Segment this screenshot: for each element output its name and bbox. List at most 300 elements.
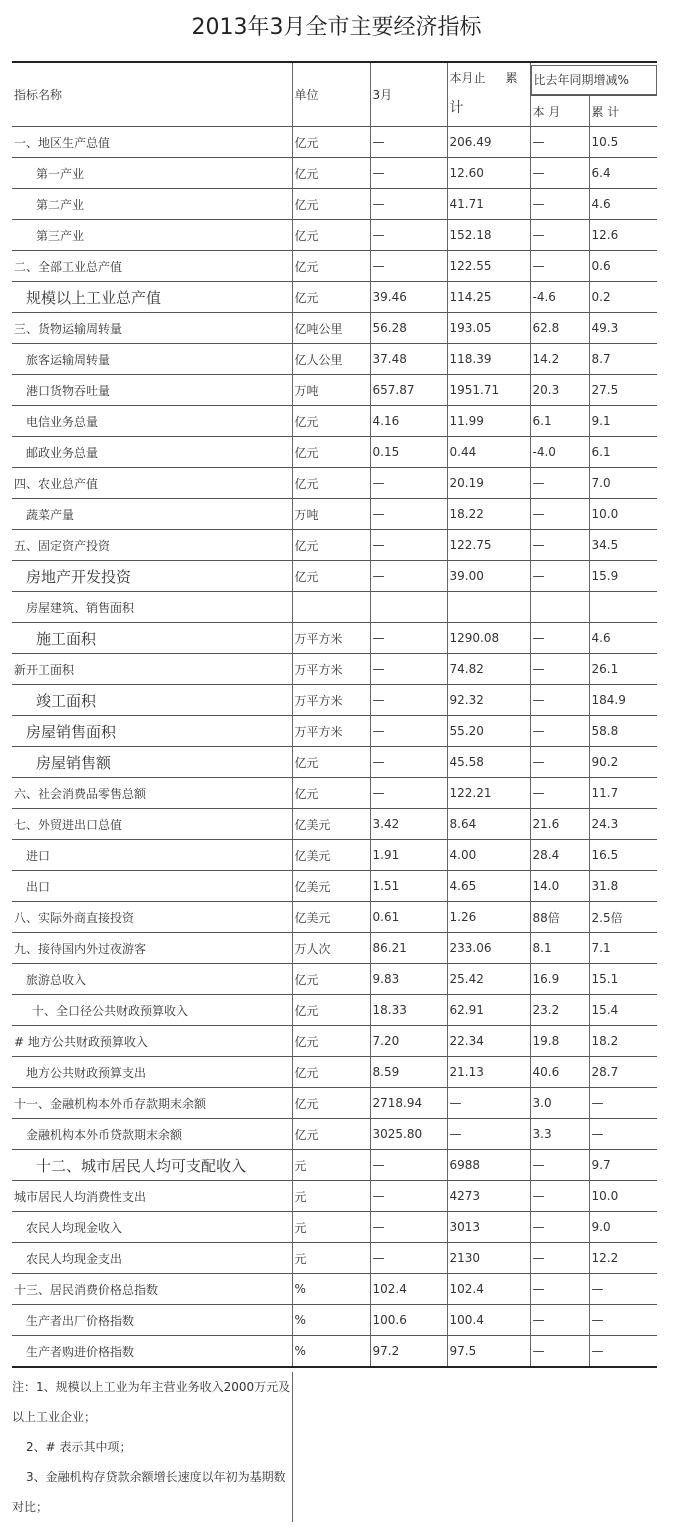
growth-cumulative: 15.1 xyxy=(589,964,657,995)
growth-cumulative: 49.3 xyxy=(589,313,657,344)
table-row xyxy=(12,716,657,747)
indicator-name: 新开工面积 xyxy=(12,654,292,685)
month-value: 7.20 xyxy=(370,1026,447,1057)
month-value: 0.61 xyxy=(370,902,447,933)
unit: 亿元 xyxy=(292,530,370,561)
unit: 元 xyxy=(292,1150,370,1181)
unit: 亿元 xyxy=(292,282,370,313)
table-row xyxy=(12,1305,657,1336)
growth-month: 14.0 xyxy=(530,871,589,902)
indicator-name: 出口 xyxy=(12,871,292,902)
cumulative-value: 8.64 xyxy=(447,809,530,840)
header-unit: 单位 xyxy=(292,62,370,127)
growth-month: 40.6 xyxy=(530,1057,589,1088)
growth-month: — xyxy=(530,1336,589,1368)
table-row xyxy=(12,282,657,313)
cumulative-value: 18.22 xyxy=(447,499,530,530)
month-value: — xyxy=(370,220,447,251)
unit xyxy=(292,592,370,623)
month-value: — xyxy=(370,716,447,747)
growth-month: 21.6 xyxy=(530,809,589,840)
cumulative-value: 2130 xyxy=(447,1243,530,1274)
indicator-name: 房屋销售面积 xyxy=(12,716,292,747)
unit: % xyxy=(292,1336,370,1368)
growth-cumulative: 12.2 xyxy=(589,1243,657,1274)
indicator-name: 生产者出厂价格指数 xyxy=(12,1305,292,1336)
growth-month: — xyxy=(530,1274,589,1305)
table-row xyxy=(12,158,657,189)
unit: 元 xyxy=(292,1243,370,1274)
note-line: 3、金融机构存贷款余额增长速度以年初为基期数 xyxy=(26,1470,286,1484)
growth-month: — xyxy=(530,778,589,809)
header-cumulative-b: 累 xyxy=(505,71,518,85)
growth-cumulative: 0.2 xyxy=(589,282,657,313)
indicator-name: 十一、金融机构本外币存款期末余额 xyxy=(12,1088,292,1119)
growth-cumulative: 4.6 xyxy=(589,189,657,220)
table-row xyxy=(12,933,657,964)
indicator-name: 生产者购进价格指数 xyxy=(12,1336,292,1368)
cumulative-value: 122.21 xyxy=(447,778,530,809)
cumulative-value: 114.25 xyxy=(447,282,530,313)
unit: 亿吨公里 xyxy=(292,313,370,344)
cumulative-value: 25.42 xyxy=(447,964,530,995)
indicator-name: 施工面积 xyxy=(12,623,292,654)
growth-cumulative: — xyxy=(589,1119,657,1150)
unit: 亿元 xyxy=(292,995,370,1026)
indicator-name: 四、农业总产值 xyxy=(12,468,292,499)
growth-month: 88倍 xyxy=(530,902,589,933)
indicator-name: 房屋销售额 xyxy=(12,747,292,778)
header-month: 3月 xyxy=(370,62,447,127)
growth-cumulative: 34.5 xyxy=(589,530,657,561)
growth-cumulative: 7.1 xyxy=(589,933,657,964)
table-row xyxy=(12,406,657,437)
cumulative-value: 6988 xyxy=(447,1150,530,1181)
cumulative-value: 62.91 xyxy=(447,995,530,1026)
growth-cumulative: — xyxy=(589,1088,657,1119)
growth-cumulative: 31.8 xyxy=(589,871,657,902)
month-value: 86.21 xyxy=(370,933,447,964)
cumulative-value: 21.13 xyxy=(447,1057,530,1088)
indicator-name: 房屋建筑、销售面积 xyxy=(12,592,292,623)
indicator-name: 九、接待国内外过夜游客 xyxy=(12,933,292,964)
cumulative-value: 1.26 xyxy=(447,902,530,933)
growth-cumulative: 6.4 xyxy=(589,158,657,189)
indicator-name: 一、地区生产总值 xyxy=(12,127,292,158)
growth-cumulative: 15.4 xyxy=(589,995,657,1026)
indicator-name: # 地方公共财政预算收入 xyxy=(12,1026,292,1057)
growth-cumulative: 11.7 xyxy=(589,778,657,809)
table-row xyxy=(12,1243,657,1274)
unit: 元 xyxy=(292,1181,370,1212)
growth-cumulative: — xyxy=(589,1336,657,1368)
indicator-name: 第一产业 xyxy=(12,158,292,189)
growth-month: — xyxy=(530,623,589,654)
unit: 亿元 xyxy=(292,1026,370,1057)
growth-month: 3.3 xyxy=(530,1119,589,1150)
unit: 元 xyxy=(292,1212,370,1243)
table-row xyxy=(12,344,657,375)
unit: 万平方米 xyxy=(292,654,370,685)
cumulative-value: 4.65 xyxy=(447,871,530,902)
cumulative-value: 1290.08 xyxy=(447,623,530,654)
growth-month: 23.2 xyxy=(530,995,589,1026)
table-row xyxy=(12,1274,657,1305)
month-value: 0.15 xyxy=(370,437,447,468)
growth-month: — xyxy=(530,220,589,251)
month-value: 56.28 xyxy=(370,313,447,344)
indicator-name: 房地产开发投资 xyxy=(12,561,292,592)
unit: 亿元 xyxy=(292,251,370,282)
month-value: 8.59 xyxy=(370,1057,447,1088)
footnotes xyxy=(12,1372,293,1522)
growth-cumulative: 12.6 xyxy=(589,220,657,251)
growth-month: — xyxy=(530,716,589,747)
indicator-name: 电信业务总量 xyxy=(12,406,292,437)
table-row xyxy=(12,127,657,158)
growth-cumulative: 9.0 xyxy=(589,1212,657,1243)
growth-cumulative: 90.2 xyxy=(589,747,657,778)
cumulative-value: 11.99 xyxy=(447,406,530,437)
indicator-name: 十二、城市居民人均可支配收入 xyxy=(12,1150,292,1181)
unit: 亿元 xyxy=(292,561,370,592)
growth-month: -4.0 xyxy=(530,437,589,468)
note-line: 2、# 表示其中项； xyxy=(26,1440,132,1454)
growth-month: 19.8 xyxy=(530,1026,589,1057)
growth-month: — xyxy=(530,1150,589,1181)
growth-month: -4.6 xyxy=(530,282,589,313)
growth-month: 20.3 xyxy=(530,375,589,406)
table-row xyxy=(12,995,657,1026)
cumulative-value: 118.39 xyxy=(447,344,530,375)
cumulative-value: 4273 xyxy=(447,1181,530,1212)
growth-month: 62.8 xyxy=(530,313,589,344)
indicator-name: 十、全口径公共财政预算收入 xyxy=(12,995,292,1026)
unit: 亿元 xyxy=(292,778,370,809)
growth-month: 28.4 xyxy=(530,840,589,871)
indicator-name: 第二产业 xyxy=(12,189,292,220)
cumulative-value: 20.19 xyxy=(447,468,530,499)
growth-month: 3.0 xyxy=(530,1088,589,1119)
month-value: 97.2 xyxy=(370,1336,447,1368)
month-value: — xyxy=(370,127,447,158)
table-row xyxy=(12,871,657,902)
header-growth-month: 本 月 xyxy=(530,96,589,127)
page-title: 2013年3月全市主要经济指标 xyxy=(191,15,482,40)
cumulative-value: 74.82 xyxy=(447,654,530,685)
growth-month: — xyxy=(530,1212,589,1243)
unit: 亿人公里 xyxy=(292,344,370,375)
month-value: 39.46 xyxy=(370,282,447,313)
unit: 亿元 xyxy=(292,127,370,158)
cumulative-value: 4.00 xyxy=(447,840,530,871)
month-value: — xyxy=(370,778,447,809)
month-value: — xyxy=(370,561,447,592)
cumulative-value: — xyxy=(447,1119,530,1150)
table-row xyxy=(12,840,657,871)
unit: 亿元 xyxy=(292,1057,370,1088)
indicator-name: 进口 xyxy=(12,840,292,871)
month-value: 102.4 xyxy=(370,1274,447,1305)
growth-cumulative xyxy=(589,592,657,623)
unit: % xyxy=(292,1274,370,1305)
growth-cumulative: 24.3 xyxy=(589,809,657,840)
unit: % xyxy=(292,1305,370,1336)
table-row xyxy=(12,1026,657,1057)
note-line: 对比； xyxy=(12,1500,49,1514)
table-row xyxy=(12,592,657,623)
growth-cumulative: 8.7 xyxy=(589,344,657,375)
growth-month: — xyxy=(530,561,589,592)
header-cumulative-a: 本月止 xyxy=(449,71,486,85)
header-row xyxy=(12,62,657,96)
indicator-name: 港口货物吞吐量 xyxy=(12,375,292,406)
growth-month: — xyxy=(530,127,589,158)
month-value: 37.48 xyxy=(370,344,447,375)
growth-cumulative: 2.5倍 xyxy=(589,902,657,933)
month-value: 2718.94 xyxy=(370,1088,447,1119)
month-value: 18.33 xyxy=(370,995,447,1026)
growth-month: — xyxy=(530,158,589,189)
growth-cumulative: — xyxy=(589,1305,657,1336)
growth-month: 16.9 xyxy=(530,964,589,995)
indicator-name: 五、固定资产投资 xyxy=(12,530,292,561)
growth-cumulative: 9.7 xyxy=(589,1150,657,1181)
header-growth: 比去年同期增减% xyxy=(531,65,658,95)
indicator-name: 城市居民人均消费性支出 xyxy=(12,1181,292,1212)
table-row xyxy=(12,313,657,344)
unit: 万平方米 xyxy=(292,685,370,716)
table-row xyxy=(12,499,657,530)
growth-month xyxy=(530,592,589,623)
unit: 亿元 xyxy=(292,437,370,468)
growth-month: — xyxy=(530,1181,589,1212)
unit: 亿美元 xyxy=(292,840,370,871)
growth-cumulative: 58.8 xyxy=(589,716,657,747)
month-value: — xyxy=(370,468,447,499)
table-row xyxy=(12,623,657,654)
cumulative-value: 22.34 xyxy=(447,1026,530,1057)
month-value: 1.51 xyxy=(370,871,447,902)
month-value: — xyxy=(370,158,447,189)
growth-cumulative: 0.6 xyxy=(589,251,657,282)
cumulative-value: 97.5 xyxy=(447,1336,530,1368)
cumulative-value: 152.18 xyxy=(447,220,530,251)
indicator-name: 邮政业务总量 xyxy=(12,437,292,468)
table-row xyxy=(12,1119,657,1150)
month-value: — xyxy=(370,1243,447,1274)
unit: 亿元 xyxy=(292,189,370,220)
growth-cumulative: 15.9 xyxy=(589,561,657,592)
indicator-name: 七、外贸进出口总值 xyxy=(12,809,292,840)
cumulative-value: 100.4 xyxy=(447,1305,530,1336)
table-row xyxy=(12,964,657,995)
table-row xyxy=(12,1212,657,1243)
indicator-name: 竣工面积 xyxy=(12,685,292,716)
unit: 万平方米 xyxy=(292,716,370,747)
table-row xyxy=(12,1181,657,1212)
cumulative-value xyxy=(447,592,530,623)
growth-cumulative: 6.1 xyxy=(589,437,657,468)
table-row xyxy=(12,747,657,778)
cumulative-value: 122.55 xyxy=(447,251,530,282)
growth-month: — xyxy=(530,530,589,561)
growth-month: — xyxy=(530,654,589,685)
growth-cumulative: — xyxy=(589,1274,657,1305)
indicator-name: 规模以上工业总产值 xyxy=(12,282,292,313)
growth-cumulative: 4.6 xyxy=(589,623,657,654)
cumulative-value: 193.05 xyxy=(447,313,530,344)
cumulative-value: 206.49 xyxy=(447,127,530,158)
header-cumulative-c: 计 xyxy=(449,100,464,116)
table-row xyxy=(12,654,657,685)
growth-month: — xyxy=(530,685,589,716)
cumulative-value: 12.60 xyxy=(447,158,530,189)
cumulative-value: 45.58 xyxy=(447,747,530,778)
table-row xyxy=(12,561,657,592)
cumulative-value: — xyxy=(447,1088,530,1119)
table-row xyxy=(12,1336,657,1368)
cumulative-value: 102.4 xyxy=(447,1274,530,1305)
indicator-name: 六、社会消费品零售总额 xyxy=(12,778,292,809)
indicator-table xyxy=(12,61,657,1368)
table-row xyxy=(12,778,657,809)
unit: 亿元 xyxy=(292,1088,370,1119)
month-value: — xyxy=(370,685,447,716)
cumulative-value: 41.71 xyxy=(447,189,530,220)
month-value: — xyxy=(370,251,447,282)
unit: 亿元 xyxy=(292,747,370,778)
month-value: 3.42 xyxy=(370,809,447,840)
growth-cumulative: 10.0 xyxy=(589,1181,657,1212)
indicator-name: 旅游总收入 xyxy=(12,964,292,995)
growth-month: — xyxy=(530,747,589,778)
month-value: — xyxy=(370,189,447,220)
unit: 亿元 xyxy=(292,1119,370,1150)
unit: 亿元 xyxy=(292,158,370,189)
table-row xyxy=(12,809,657,840)
unit: 亿美元 xyxy=(292,871,370,902)
header-growth-cum: 累 计 xyxy=(589,96,657,127)
table-row xyxy=(12,685,657,716)
growth-cumulative: 16.5 xyxy=(589,840,657,871)
growth-month: — xyxy=(530,1243,589,1274)
growth-month: 14.2 xyxy=(530,344,589,375)
unit: 万人次 xyxy=(292,933,370,964)
indicator-name: 农民人均现金收入 xyxy=(12,1212,292,1243)
indicator-name: 地方公共财政预算支出 xyxy=(12,1057,292,1088)
month-value: — xyxy=(370,1181,447,1212)
month-value: 1.91 xyxy=(370,840,447,871)
indicator-name: 旅客运输周转量 xyxy=(12,344,292,375)
table-row xyxy=(12,220,657,251)
unit: 万吨 xyxy=(292,375,370,406)
table-row xyxy=(12,902,657,933)
cumulative-value: 233.06 xyxy=(447,933,530,964)
cumulative-value: 122.75 xyxy=(447,530,530,561)
month-value: — xyxy=(370,1212,447,1243)
growth-month: — xyxy=(530,251,589,282)
unit: 亿美元 xyxy=(292,902,370,933)
growth-cumulative: 10.5 xyxy=(589,127,657,158)
month-value: 3025.80 xyxy=(370,1119,447,1150)
cumulative-value: 0.44 xyxy=(447,437,530,468)
table-row xyxy=(12,437,657,468)
indicator-name: 十三、居民消费价格总指数 xyxy=(12,1274,292,1305)
growth-month: — xyxy=(530,189,589,220)
table-row xyxy=(12,375,657,406)
month-value: — xyxy=(370,499,447,530)
indicator-name: 三、货物运输周转量 xyxy=(12,313,292,344)
growth-month: 6.1 xyxy=(530,406,589,437)
growth-cumulative: 26.1 xyxy=(589,654,657,685)
growth-month: — xyxy=(530,499,589,530)
growth-cumulative: 18.2 xyxy=(589,1026,657,1057)
month-value: 9.83 xyxy=(370,964,447,995)
note-line: 注：1、规模以上工业为年主营业务收入2000万元及 xyxy=(12,1380,291,1394)
indicator-name: 第三产业 xyxy=(12,220,292,251)
month-value: — xyxy=(370,747,447,778)
cumulative-value: 55.20 xyxy=(447,716,530,747)
indicator-name: 蔬菜产量 xyxy=(12,499,292,530)
unit: 万平方米 xyxy=(292,623,370,654)
month-value: 657.87 xyxy=(370,375,447,406)
growth-month: — xyxy=(530,1305,589,1336)
unit: 亿元 xyxy=(292,406,370,437)
month-value: 100.6 xyxy=(370,1305,447,1336)
header-cumulative xyxy=(447,62,530,127)
table-row xyxy=(12,1057,657,1088)
cumulative-value: 39.00 xyxy=(447,561,530,592)
month-value xyxy=(370,592,447,623)
month-value: — xyxy=(370,530,447,561)
growth-cumulative: 7.0 xyxy=(589,468,657,499)
month-value: 4.16 xyxy=(370,406,447,437)
growth-cumulative: 27.5 xyxy=(589,375,657,406)
month-value: — xyxy=(370,654,447,685)
indicator-name: 八、实际外商直接投资 xyxy=(12,902,292,933)
unit: 万吨 xyxy=(292,499,370,530)
indicator-name: 金融机构本外币贷款期末余额 xyxy=(12,1119,292,1150)
month-value: — xyxy=(370,1150,447,1181)
unit: 亿元 xyxy=(292,220,370,251)
growth-month: — xyxy=(530,468,589,499)
growth-cumulative: 184.9 xyxy=(589,685,657,716)
unit: 亿美元 xyxy=(292,809,370,840)
header-growth-cell xyxy=(530,62,657,96)
table-row xyxy=(12,251,657,282)
cumulative-value: 3013 xyxy=(447,1212,530,1243)
table-row xyxy=(12,1088,657,1119)
table-row xyxy=(12,530,657,561)
month-value: — xyxy=(370,623,447,654)
growth-cumulative: 9.1 xyxy=(589,406,657,437)
growth-cumulative: 10.0 xyxy=(589,499,657,530)
table-row xyxy=(12,468,657,499)
indicator-name: 二、全部工业总产值 xyxy=(12,251,292,282)
header-name: 指标名称 xyxy=(12,62,292,127)
table-row xyxy=(12,189,657,220)
note-line: 以上工业企业； xyxy=(12,1410,97,1424)
unit: 亿元 xyxy=(292,964,370,995)
cumulative-value: 1951.71 xyxy=(447,375,530,406)
table-row xyxy=(12,1150,657,1181)
cumulative-value: 92.32 xyxy=(447,685,530,716)
unit: 亿元 xyxy=(292,468,370,499)
growth-month: 8.1 xyxy=(530,933,589,964)
growth-cumulative: 28.7 xyxy=(589,1057,657,1088)
indicator-name: 农民人均现金支出 xyxy=(12,1243,292,1274)
